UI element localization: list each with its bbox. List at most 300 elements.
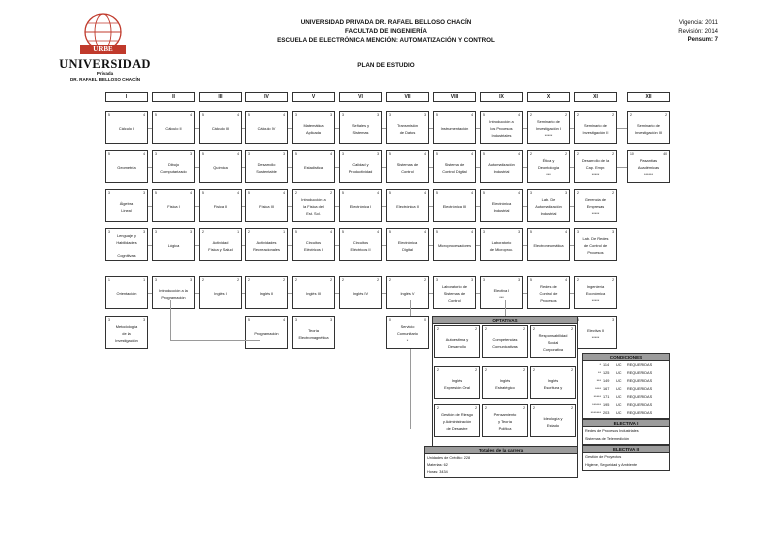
semester-header: IV	[245, 92, 288, 102]
course-box	[527, 150, 570, 183]
course-credits: 3	[612, 230, 614, 234]
course-box	[339, 228, 382, 261]
course-box	[433, 111, 476, 144]
course-hours: 5	[248, 191, 250, 195]
optativa-name: Ideología y Estado	[543, 415, 563, 428]
condicion-label: REQUERIDAS	[627, 379, 653, 383]
condicion-value: 125	[603, 371, 610, 375]
condicion-mark: **	[598, 371, 601, 375]
connector-line	[242, 293, 245, 294]
optativa-name: Autoestima y Desarrollo	[445, 336, 469, 349]
course-box	[386, 316, 429, 349]
electiva2-item: Higiene, Seguridad y Ambiente	[585, 463, 638, 467]
course-box	[433, 276, 476, 309]
condicion-label: REQUERIDAS	[627, 395, 653, 399]
optativa-credits: 2	[475, 327, 477, 331]
course-box	[574, 189, 617, 222]
course-name: Laboratorio de Microproc.	[489, 239, 514, 252]
connector-line	[429, 293, 433, 294]
connector-line	[170, 300, 171, 340]
course-credits: 2	[612, 113, 614, 117]
course-box	[386, 276, 429, 309]
course-hours: 2	[342, 278, 344, 282]
condicion-mark: ******	[592, 403, 601, 407]
course-credits: 4	[143, 113, 145, 117]
course-box	[199, 111, 242, 144]
condicion-value: 171	[603, 395, 610, 399]
course-credits: 3	[330, 113, 332, 117]
course-hours: 5	[248, 113, 250, 117]
semester-header: XII	[627, 92, 670, 102]
connector-line	[523, 293, 527, 294]
course-hours: 2	[202, 230, 204, 234]
course-box	[527, 276, 570, 309]
course-name: Inglés IV	[352, 291, 369, 297]
course-hours: 5	[436, 152, 438, 156]
course-hours: 3	[108, 191, 110, 195]
course-name: Cálculo IV	[257, 126, 276, 132]
course-name: Señales y Sistemas	[351, 122, 370, 135]
optativa-hours: 2	[533, 406, 535, 410]
course-credits: 4	[565, 230, 567, 234]
course-name: Matemática Aplicada	[303, 122, 324, 135]
course-hours: 5	[155, 191, 157, 195]
course-name: Inglés V	[400, 291, 415, 297]
course-box	[433, 228, 476, 261]
course-credits: 4	[471, 230, 473, 234]
course-credits: 4	[283, 113, 285, 117]
optativa-hours: 2	[437, 327, 439, 331]
course-hours: 5	[202, 191, 204, 195]
condiciones-panel	[582, 353, 670, 419]
course-hours: 5	[436, 191, 438, 195]
course-box	[199, 276, 242, 309]
course-box	[105, 316, 148, 349]
connector-line	[242, 128, 245, 129]
course-name: Seminario de Investigación II	[582, 122, 609, 135]
course-hours: 2	[630, 113, 632, 117]
condicion-value: 195	[603, 403, 610, 407]
course-name: Orientación	[116, 291, 137, 297]
course-name: Cálculo II	[165, 126, 182, 132]
course-credits: 3	[143, 318, 145, 322]
optativa-box	[482, 404, 528, 437]
connector-line	[148, 167, 152, 168]
semester-header: I	[105, 92, 148, 102]
course-hours: 0	[389, 318, 391, 322]
connector-line	[170, 340, 260, 341]
course-box	[433, 189, 476, 222]
connector-line	[288, 206, 292, 207]
optativa-name: Inglés Escritura y	[543, 377, 563, 390]
connector-line	[242, 245, 245, 246]
course-credits: 3	[518, 278, 520, 282]
condicion-mark: ***	[596, 379, 601, 383]
course-box	[105, 189, 148, 222]
course-hours: 2	[295, 191, 297, 195]
connector-line	[617, 167, 627, 168]
semester-header: V	[292, 92, 335, 102]
optativa-credits: 2	[475, 406, 477, 410]
course-credits: 2	[565, 113, 567, 117]
course-name: Desarrollo de la Cap. Empr. *****	[581, 158, 610, 177]
connector-line	[335, 206, 339, 207]
course-credits: 4	[518, 113, 520, 117]
course-box	[480, 276, 523, 309]
logo-word: UNIVERSIDAD	[59, 57, 151, 71]
semester-header: VI	[339, 92, 382, 102]
course-hours: 5	[342, 230, 344, 234]
course-hours: 3	[342, 152, 344, 156]
connector-line	[523, 128, 527, 129]
course-name: Lógica	[167, 243, 180, 249]
course-box	[199, 189, 242, 222]
course-credits: 2	[612, 278, 614, 282]
course-hours: 3	[389, 113, 391, 117]
course-hours: 2	[202, 278, 204, 282]
course-box	[627, 111, 670, 144]
course-credits: 4	[424, 152, 426, 156]
course-credits: 3	[143, 230, 145, 234]
course-name: Cálculo III	[211, 126, 230, 132]
connector-line	[335, 128, 339, 129]
course-name: Laboratorio de Sistemas de Control	[441, 284, 468, 303]
optativa-hours: 2	[533, 368, 535, 372]
condicion-label: REQUERIDAS	[627, 363, 653, 367]
optativa-box	[482, 366, 528, 399]
connector-line	[382, 293, 386, 294]
course-box	[292, 189, 335, 222]
course-name: Electrónica Industrial	[491, 200, 512, 213]
course-box	[574, 228, 617, 261]
connector-line	[288, 245, 292, 246]
course-hours: 2	[530, 152, 532, 156]
course-box	[105, 111, 148, 144]
course-hours: 2	[577, 152, 579, 156]
condicion-unit: UC	[616, 371, 622, 375]
course-box	[105, 228, 148, 261]
course-box	[245, 189, 288, 222]
connector-line	[476, 167, 480, 168]
course-name: Circuitos Eléctricos II	[350, 239, 371, 252]
connector-line	[523, 167, 527, 168]
course-credits: 1	[143, 278, 145, 282]
connector-line	[570, 293, 574, 294]
totales-panel	[424, 446, 578, 478]
optativa-credits: 2	[523, 327, 525, 331]
course-credits: 2	[283, 278, 285, 282]
course-box	[386, 111, 429, 144]
condicion-unit: UC	[616, 411, 622, 415]
connector-line	[410, 300, 411, 316]
course-box	[292, 276, 335, 309]
course-name: Inglés I	[214, 291, 227, 297]
course-credits: 3	[283, 152, 285, 156]
course-name: Álgebra Lineal	[119, 200, 134, 213]
connector-line	[195, 128, 199, 129]
course-hours: 5	[530, 230, 532, 234]
course-credits: 2	[565, 152, 567, 156]
course-hours: 3	[530, 191, 532, 195]
condicion-mark: ****	[595, 387, 601, 391]
course-name: Gerencia de Empresas *****	[584, 197, 607, 216]
course-hours: 5	[530, 278, 532, 282]
course-hours: 2	[389, 278, 391, 282]
course-box	[245, 228, 288, 261]
connector-line	[195, 206, 199, 207]
course-name: Estadística	[303, 165, 324, 171]
course-box	[574, 111, 617, 144]
course-name: Geometría	[117, 165, 136, 171]
course-hours: 5	[436, 113, 438, 117]
course-name: Inglés II	[259, 291, 274, 297]
header-faculty: FACULTAD DE INGENIERÍA	[345, 28, 427, 35]
condicion-label: REQUERIDAS	[627, 387, 653, 391]
course-hours: 5	[108, 113, 110, 117]
optativa-box	[434, 325, 480, 358]
course-box	[152, 150, 195, 183]
optativa-hours: 2	[485, 406, 487, 410]
course-hours: 3	[483, 230, 485, 234]
course-credits: 4	[283, 318, 285, 322]
connector-line	[429, 128, 433, 129]
course-name: Dibujo Computarizado	[160, 161, 187, 174]
optativa-name: Gestión de Riesgo y Administración de Desastre	[440, 412, 473, 431]
course-box	[339, 111, 382, 144]
semester-header: II	[152, 92, 195, 102]
course-box	[433, 150, 476, 183]
course-hours: 5	[202, 113, 204, 117]
course-credits: 1	[237, 230, 239, 234]
course-credits: 3	[377, 152, 379, 156]
course-name: Física II	[213, 204, 228, 210]
connector-line	[335, 167, 339, 168]
electiva2-title: ELECTIVA II	[583, 446, 669, 453]
course-hours: 2	[577, 113, 579, 117]
course-credits: 3	[190, 152, 192, 156]
optativa-name: Competencias Comunicativas	[492, 336, 518, 349]
connector-line	[617, 128, 627, 129]
course-name: Química	[213, 165, 228, 171]
condicion-value: 167	[603, 387, 610, 391]
condicion-mark: *	[599, 363, 601, 367]
course-box	[339, 150, 382, 183]
course-box	[480, 150, 523, 183]
condicion-label: REQUERIDAS	[627, 411, 653, 415]
connector-line	[288, 128, 292, 129]
vigencia: Vigencia: 2011	[678, 20, 718, 26]
course-credits: 4	[330, 152, 332, 156]
course-hours: 5	[389, 152, 391, 156]
course-credits: 4	[143, 152, 145, 156]
course-box	[199, 228, 242, 261]
electiva1-item: Sistemas de Telemedición	[585, 437, 630, 441]
course-hours: 3	[342, 113, 344, 117]
course-credits: 3	[190, 278, 192, 282]
header-university: UNIVERSIDAD PRIVADA DR. RAFAEL BELLOSO CHACÍN	[300, 19, 472, 26]
course-name: Actividad Física y Salud	[208, 239, 233, 252]
course-box	[152, 228, 195, 261]
condiciones-title: CONDICIONES	[583, 354, 669, 361]
course-name: Electrónica II	[396, 204, 419, 210]
course-name: Electroneumática	[533, 243, 564, 249]
course-hours: 1	[108, 278, 110, 282]
course-hours: 2	[248, 278, 250, 282]
course-hours: 2	[530, 113, 532, 117]
optativa-hours: 2	[485, 368, 487, 372]
header-meta	[678, 19, 718, 45]
page-title: PLAN DE ESTUDIO	[357, 62, 415, 69]
course-box	[105, 150, 148, 183]
course-box	[574, 150, 617, 183]
optativa-name: Responsabilidad Social Corporativa	[538, 333, 568, 352]
course-credits: 3	[377, 113, 379, 117]
course-hours: 5	[248, 318, 250, 322]
optativa-box	[530, 366, 576, 399]
connector-line	[242, 206, 245, 207]
course-credits: 4	[190, 113, 192, 117]
course-credits: 2	[612, 152, 614, 156]
course-credits: 3	[565, 191, 567, 195]
course-box	[245, 276, 288, 309]
course-credits: 4	[283, 191, 285, 195]
connector-line	[242, 167, 245, 168]
course-box	[386, 189, 429, 222]
course-hours: 3	[108, 318, 110, 322]
optativa-hours: 2	[437, 368, 439, 372]
optativa-credits: 2	[571, 368, 573, 372]
header-school: ESCUELA DE ELECTRÓNICA MENCIÓN: AUTOMATIZACIÓN Y CONTROL	[277, 37, 495, 44]
course-box	[292, 316, 335, 349]
course-name: Transmisión de Datos	[396, 122, 419, 135]
course-box	[480, 228, 523, 261]
course-name: Seminario de Investigación III	[634, 122, 663, 135]
course-name: Teoría Electromagnética	[298, 327, 329, 340]
semester-header: IX	[480, 92, 523, 102]
connector-line	[195, 245, 199, 246]
course-name: Metodología de la Investigación	[115, 324, 138, 343]
connector-line	[570, 245, 574, 246]
optativa-name: Inglés Expresión Oral	[444, 377, 470, 390]
course-hours: 5	[389, 230, 391, 234]
optativa-box	[530, 325, 576, 358]
course-hours: 3	[483, 278, 485, 282]
course-name: Cálculo I	[118, 126, 135, 132]
course-hours: 3	[155, 152, 157, 156]
course-credits: 3	[518, 230, 520, 234]
course-name: Automatización Industrial	[488, 161, 515, 174]
semester-header: VII	[386, 92, 429, 102]
optativa-box	[434, 404, 480, 437]
optativas-title: OPTATIVAS	[433, 317, 577, 324]
connector-line	[523, 206, 527, 207]
connector-line	[570, 128, 574, 129]
course-hours: 3	[248, 152, 250, 156]
connector-line	[382, 128, 386, 129]
semester-header: XI	[574, 92, 617, 102]
course-name: Actividades Recreacionales	[253, 239, 280, 252]
course-box	[292, 150, 335, 183]
course-credits: 2	[612, 191, 614, 195]
course-credits: 4	[377, 191, 379, 195]
electiva2-panel	[582, 445, 670, 471]
optativa-hours: 2	[485, 327, 487, 331]
course-hours: 5	[295, 152, 297, 156]
totales-title: Totales de la carrera	[425, 447, 577, 454]
course-box	[152, 111, 195, 144]
course-box	[627, 150, 670, 183]
course-name: Ingeniería Económica *****	[585, 284, 606, 303]
course-name: Seminario de Investigación I *****	[536, 119, 561, 138]
course-hours: 5	[483, 191, 485, 195]
course-name: Servicio Comunitario *	[397, 324, 418, 343]
course-box	[480, 189, 523, 222]
course-box	[245, 150, 288, 183]
condicion-value: 149	[603, 379, 610, 383]
course-name: Instrumentación	[440, 126, 469, 132]
optativa-credits: 2	[475, 368, 477, 372]
course-credits: 1	[283, 230, 285, 234]
course-credits: 4	[237, 191, 239, 195]
course-credits: 4	[330, 230, 332, 234]
electiva1-panel	[582, 419, 670, 445]
course-hours: 3	[436, 278, 438, 282]
course-name: Física I	[167, 204, 180, 210]
connector-line	[476, 245, 480, 246]
condicion-unit: UC	[616, 395, 622, 399]
course-hours: 5	[483, 113, 485, 117]
course-credits: 4	[237, 113, 239, 117]
course-name: Electrónica I	[349, 204, 372, 210]
electiva1-item: Redes de Procesos Industriales	[585, 429, 639, 433]
course-name: Sistemas de Control	[396, 161, 419, 174]
connector-line	[382, 206, 386, 207]
connector-line	[429, 245, 433, 246]
condicion-unit: UC	[616, 387, 622, 391]
course-credits: 2	[665, 113, 667, 117]
course-name: Introducción a la Física del Est. Sol.	[301, 197, 326, 216]
optativa-box	[434, 366, 480, 399]
optativa-credits: 2	[523, 406, 525, 410]
connector-line	[429, 167, 433, 168]
course-hours: 3	[108, 230, 110, 234]
optativa-name: Pensamiento y Teoría Política	[493, 412, 517, 431]
course-name: Ética y Deontología ***	[538, 158, 559, 177]
semester-header: X	[527, 92, 570, 102]
course-box	[152, 189, 195, 222]
pensum: Pensum: 7	[687, 37, 718, 44]
totales-credits: Unidades de Crédito: 228	[427, 456, 471, 460]
course-name: Calidad y Productividad	[348, 161, 373, 174]
course-name: Introducción a la Programación	[159, 287, 188, 300]
course-credits: 3	[190, 230, 192, 234]
electiva2-item: Gestión de Proyectos	[585, 455, 622, 459]
connector-line	[476, 206, 480, 207]
condicion-unit: UC	[616, 403, 622, 407]
course-name: Microprocesadores	[437, 243, 472, 249]
logo-sub-name: DR. RAFAEL BELLOSO CHACÍN	[69, 77, 141, 82]
course-name: Introducción a los Procesos Industriales	[489, 119, 514, 138]
course-box	[199, 150, 242, 183]
course-box	[245, 111, 288, 144]
connector-line	[195, 293, 199, 294]
condicion-unit: UC	[616, 379, 622, 383]
course-name: Programación	[254, 331, 279, 337]
optativa-credits: 2	[571, 406, 573, 410]
course-box	[527, 189, 570, 222]
course-name: Lab. De Automatización Industrial	[535, 197, 562, 216]
course-box	[105, 276, 148, 309]
